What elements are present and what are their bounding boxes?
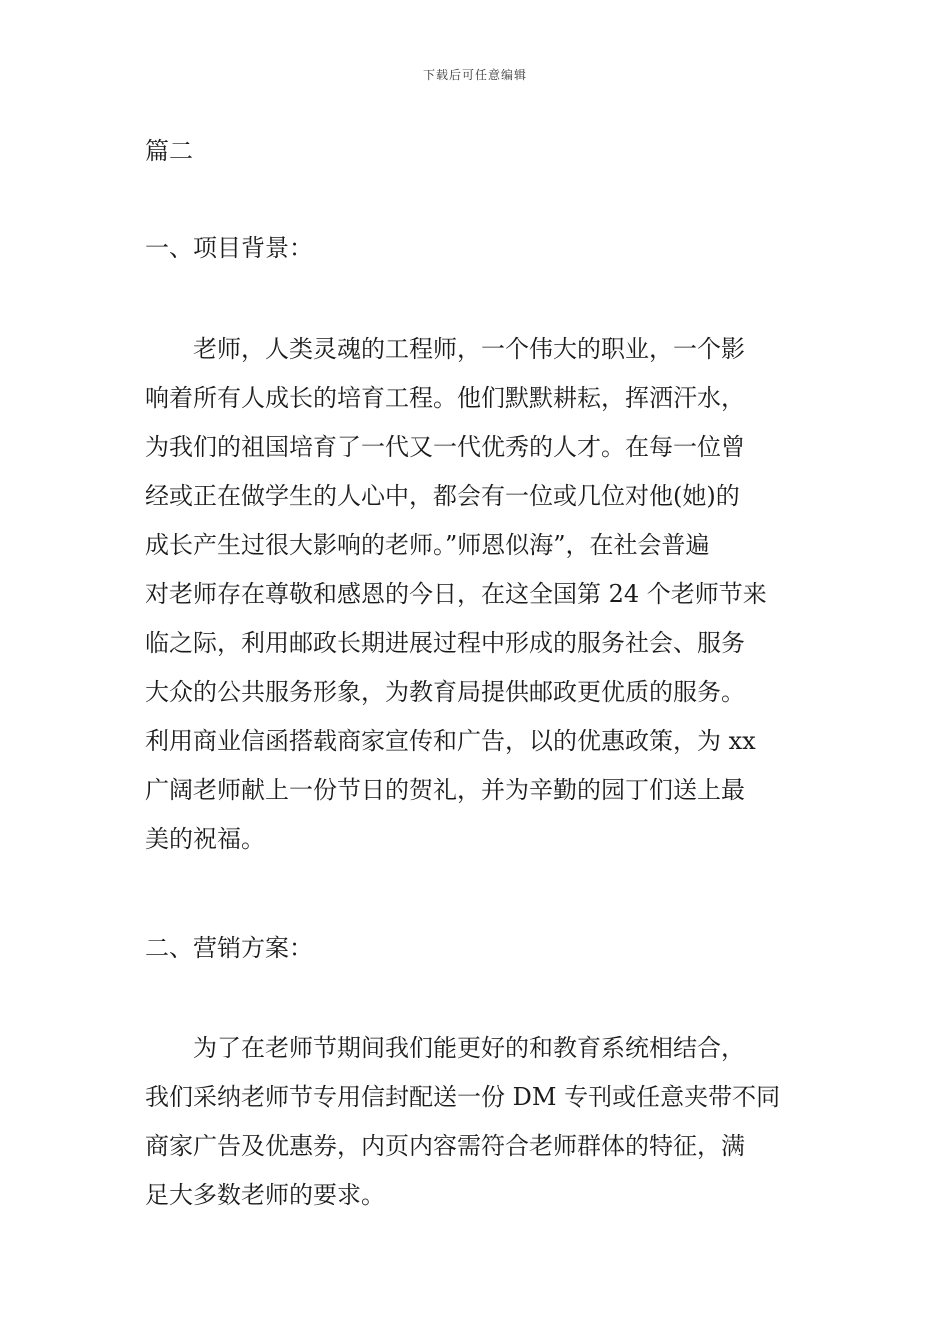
paragraph-line: 利用商业信函搭载商家宣传和广告，以的优惠政策，为 xx bbox=[145, 727, 756, 755]
paragraph-line: 响着所有人成长的培育工程。他们默默耕耘，挥洒汗水， bbox=[145, 384, 745, 412]
paragraph-line: 商家广告及优惠券，内页内容需符合老师群体的特征，满 bbox=[145, 1132, 745, 1160]
piece-title: 篇二 bbox=[145, 137, 193, 165]
paragraph-line: 临之际，利用邮政长期进展过程中形成的服务社会、服务 bbox=[145, 629, 745, 657]
section-title-marketing: 二、营销方案： bbox=[145, 934, 313, 962]
paragraph-line: 老师，人类灵魂的工程师，一个伟大的职业，一个影 bbox=[145, 335, 745, 363]
background-paragraph bbox=[145, 325, 810, 864]
section-title-background: 一、项目背景： bbox=[145, 234, 313, 262]
paragraph-line: 美的祝福。 bbox=[145, 825, 265, 853]
marketing-paragraph bbox=[145, 1024, 810, 1220]
paragraph-line: 广阔老师献上一份节日的贺礼，并为辛勤的园丁们送上最 bbox=[145, 776, 745, 804]
paragraph-line: 大众的公共服务形象，为教育局提供邮政更优质的服务。 bbox=[145, 678, 745, 706]
paragraph-line: 成长产生过很大影响的老师。”师恩似海”，在社会普遍 bbox=[145, 531, 710, 559]
paragraph-line: 对老师存在尊敬和感恩的今日，在这全国第 24 个老师节来 bbox=[145, 580, 767, 608]
paragraph-line: 经或正在做学生的人心中，都会有一位或几位对他(她)的 bbox=[145, 482, 740, 510]
paragraph-line: 为了在老师节期间我们能更好的和教育系统相结合， bbox=[145, 1034, 745, 1062]
page-header: 下载后可任意编辑 bbox=[422, 68, 527, 82]
paragraph-line: 为我们的祖国培育了一代又一代优秀的人才。在每一位曾 bbox=[145, 433, 745, 461]
paragraph-line: 足大多数老师的要求。 bbox=[145, 1181, 385, 1209]
paragraph-line: 我们采纳老师节专用信封配送一份 DM 专刊或任意夹带不同 bbox=[145, 1083, 781, 1111]
